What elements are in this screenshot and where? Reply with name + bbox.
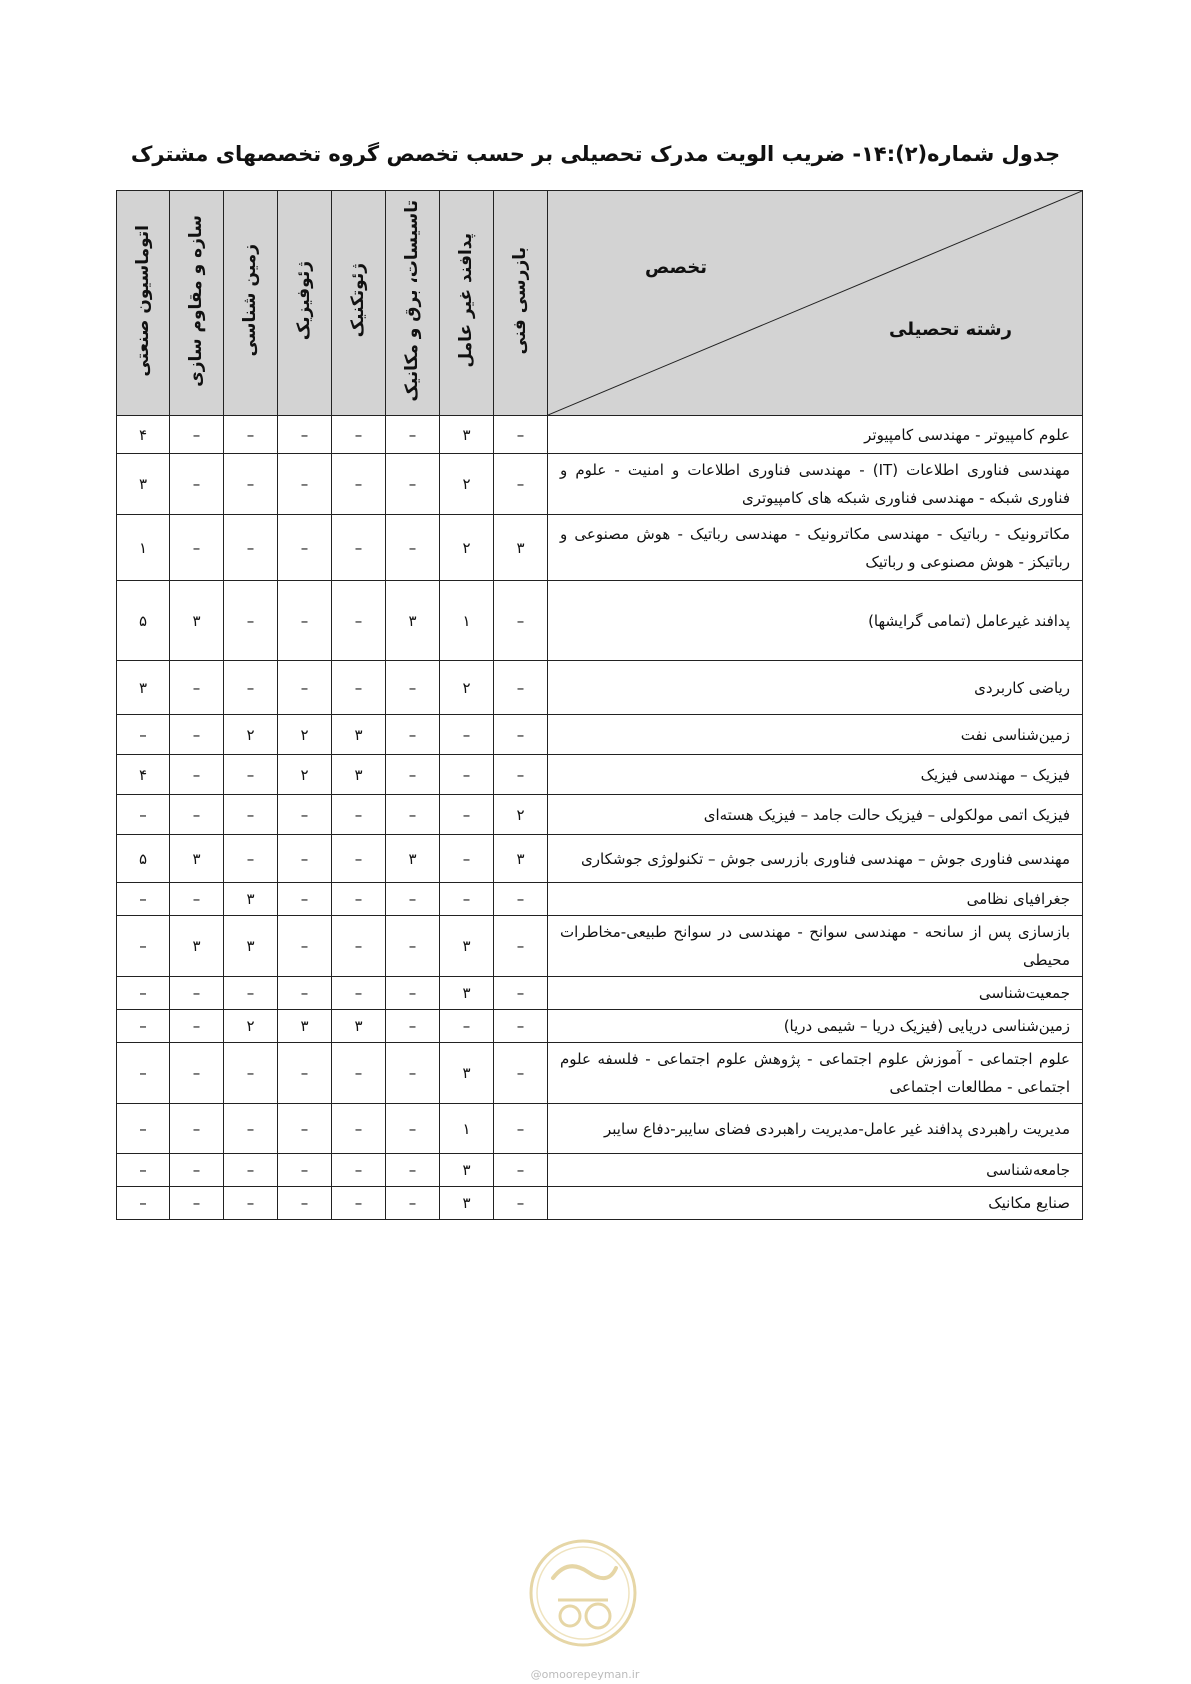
value-cell: –	[224, 1104, 278, 1154]
field-cell: علوم اجتماعی - آموزش علوم اجتماعی - پژوهش علوم اجتماعی - فلسفه علوم اجتماعی - مطالعات اجتماعی	[548, 1043, 1083, 1104]
value-cell: –	[170, 1154, 224, 1187]
value-cell: –	[386, 1010, 440, 1043]
value-cell: –	[117, 916, 170, 977]
value-cell: ۲	[440, 661, 494, 715]
value-cell: –	[386, 916, 440, 977]
value-cell: –	[494, 1154, 548, 1187]
value-cell: –	[440, 715, 494, 755]
value-cell: –	[494, 416, 548, 454]
value-cell: –	[278, 515, 332, 581]
value-cell: –	[224, 1043, 278, 1104]
value-cell: ۲	[224, 715, 278, 755]
table-row	[117, 835, 1083, 883]
value-cell: –	[117, 1104, 170, 1154]
value-cell: –	[224, 795, 278, 835]
table-row	[117, 1187, 1083, 1220]
column-header: تاسیسات، برق و مکانیک	[386, 191, 440, 416]
field-cell: زمین‌شناسی نفت	[548, 715, 1083, 755]
value-cell: –	[278, 795, 332, 835]
table-row	[117, 795, 1083, 835]
column-header: پدافند غیر عامل	[440, 191, 494, 416]
field-cell: فیزیک – مهندسی فیزیک	[548, 755, 1083, 795]
value-cell: –	[494, 661, 548, 715]
value-cell: –	[386, 515, 440, 581]
diagonal-divider	[548, 191, 1082, 415]
value-cell: –	[117, 715, 170, 755]
value-cell: ۲	[278, 715, 332, 755]
value-cell: –	[494, 1104, 548, 1154]
table-row	[117, 755, 1083, 795]
value-cell: ۳	[170, 916, 224, 977]
value-cell: –	[440, 755, 494, 795]
value-cell: –	[224, 515, 278, 581]
value-cell: –	[386, 1187, 440, 1220]
priority-coefficient-table	[116, 190, 1083, 1220]
value-cell: ۳	[332, 715, 386, 755]
value-cell: –	[278, 835, 332, 883]
value-cell: ۳	[386, 581, 440, 661]
column-header: سازه و مقاوم سازی	[170, 191, 224, 416]
field-cell: مهندسی فناوری اطلاعات (IT) - مهندسی فناوری اطلاعات و امنیت - علوم و فناوری شبکه - مهندسی فناوری شبکه های کامپیوتری	[548, 454, 1083, 515]
value-cell: –	[170, 416, 224, 454]
watermark-handle: @omoorepeyman.ir	[530, 1668, 640, 1681]
value-cell: –	[278, 581, 332, 661]
value-cell: –	[440, 835, 494, 883]
value-cell: –	[170, 755, 224, 795]
value-cell: –	[494, 581, 548, 661]
value-cell: –	[117, 1154, 170, 1187]
column-header: ژئوتکنیک	[332, 191, 386, 416]
value-cell: ۳	[117, 661, 170, 715]
value-cell: ۲	[440, 454, 494, 515]
corner-header-cell	[548, 191, 1083, 416]
table-row	[117, 883, 1083, 916]
value-cell: ۳	[170, 835, 224, 883]
value-cell: ۴	[117, 416, 170, 454]
value-cell: ۳	[224, 883, 278, 916]
field-cell: جامعه‌شناسی	[548, 1154, 1083, 1187]
value-cell: ۳	[440, 416, 494, 454]
value-cell: –	[224, 454, 278, 515]
field-cell: پدافند غیرعامل (تمامی گرایشها)	[548, 581, 1083, 661]
value-cell: –	[278, 661, 332, 715]
value-cell: –	[440, 883, 494, 916]
value-cell: –	[170, 1043, 224, 1104]
watermark-logo	[528, 1538, 638, 1648]
field-cell: مهندسی فناوری جوش – مهندسی فناوری بازرسی جوش – تکنولوژی جوشکاری	[548, 835, 1083, 883]
value-cell: –	[386, 1154, 440, 1187]
value-cell: –	[117, 977, 170, 1010]
table-row	[117, 916, 1083, 977]
value-cell: –	[332, 883, 386, 916]
value-cell: ۱	[117, 515, 170, 581]
value-cell: –	[170, 661, 224, 715]
value-cell: –	[224, 835, 278, 883]
value-cell: –	[332, 515, 386, 581]
value-cell: –	[332, 1187, 386, 1220]
value-cell: –	[494, 715, 548, 755]
value-cell: –	[386, 454, 440, 515]
value-cell: –	[278, 1104, 332, 1154]
value-cell: –	[332, 581, 386, 661]
value-cell: –	[224, 661, 278, 715]
value-cell: –	[170, 515, 224, 581]
value-cell: –	[117, 1010, 170, 1043]
value-cell: –	[117, 1043, 170, 1104]
column-header: زمین شناسی	[224, 191, 278, 416]
corner-field-label: رشته تحصیلی	[889, 319, 1012, 340]
value-cell: –	[224, 977, 278, 1010]
value-cell: –	[170, 454, 224, 515]
value-cell: –	[386, 977, 440, 1010]
value-cell: –	[440, 795, 494, 835]
value-cell: –	[494, 977, 548, 1010]
value-cell: –	[332, 416, 386, 454]
value-cell: ۳	[170, 581, 224, 661]
value-cell: –	[332, 916, 386, 977]
value-cell: –	[440, 1010, 494, 1043]
field-cell: جمعیت‌شناسی	[548, 977, 1083, 1010]
table-row	[117, 1104, 1083, 1154]
value-cell: –	[386, 883, 440, 916]
value-cell: –	[332, 1104, 386, 1154]
value-cell: –	[494, 755, 548, 795]
value-cell: ۳	[494, 835, 548, 883]
field-cell: علوم کامپیوتر - مهندسی کامپیوتر	[548, 416, 1083, 454]
value-cell: –	[332, 835, 386, 883]
header-row	[117, 191, 1083, 416]
value-cell: –	[386, 416, 440, 454]
value-cell: –	[278, 1154, 332, 1187]
field-cell: زمین‌شناسی دریایی (فیزیک دریا – شیمی دریا)	[548, 1010, 1083, 1043]
value-cell: ۳	[440, 977, 494, 1010]
value-cell: ۲	[440, 515, 494, 581]
table-row	[117, 515, 1083, 581]
table-row	[117, 715, 1083, 755]
value-cell: –	[278, 1187, 332, 1220]
value-cell: –	[386, 1043, 440, 1104]
value-cell: ۱	[440, 1104, 494, 1154]
value-cell: ۳	[440, 916, 494, 977]
value-cell: –	[332, 1043, 386, 1104]
value-cell: –	[117, 1187, 170, 1220]
value-cell: –	[332, 977, 386, 1010]
value-cell: –	[170, 1187, 224, 1220]
value-cell: –	[494, 1010, 548, 1043]
value-cell: –	[494, 916, 548, 977]
value-cell: –	[224, 755, 278, 795]
value-cell: –	[170, 795, 224, 835]
value-cell: –	[170, 977, 224, 1010]
value-cell: –	[224, 1187, 278, 1220]
value-cell: –	[332, 661, 386, 715]
value-cell: ۲	[494, 795, 548, 835]
value-cell: –	[278, 454, 332, 515]
value-cell: ۵	[117, 581, 170, 661]
value-cell: –	[278, 916, 332, 977]
value-cell: –	[386, 661, 440, 715]
value-cell: –	[170, 883, 224, 916]
value-cell: ۳	[494, 515, 548, 581]
value-cell: –	[332, 454, 386, 515]
value-cell: –	[170, 1104, 224, 1154]
value-cell: –	[386, 795, 440, 835]
value-cell: ۳	[440, 1043, 494, 1104]
value-cell: ۳	[440, 1154, 494, 1187]
value-cell: ۳	[278, 1010, 332, 1043]
value-cell: –	[386, 1104, 440, 1154]
field-cell: فیزیک اتمی مولکولی – فیزیک حالت جامد – فیزیک هسته‌ای	[548, 795, 1083, 835]
value-cell: –	[494, 1187, 548, 1220]
field-cell: مدیریت راهبردی پدافند غیر عامل-مدیریت راهبردی فضای سایبر-دفاع سایبر	[548, 1104, 1083, 1154]
value-cell: –	[278, 1043, 332, 1104]
table-row	[117, 977, 1083, 1010]
field-cell: مکاترونیک - رباتیک - مهندسی مکاترونیک - مهندسی رباتیک - هوش مصنوعی و رباتیکز - هوش مصنوعی و رباتیک	[548, 515, 1083, 581]
value-cell: –	[224, 581, 278, 661]
value-cell: –	[332, 795, 386, 835]
table-row	[117, 1010, 1083, 1043]
value-cell: –	[332, 1154, 386, 1187]
value-cell: –	[170, 1010, 224, 1043]
value-cell: –	[224, 416, 278, 454]
value-cell: ۳	[386, 835, 440, 883]
field-cell: جغرافیای نظامی	[548, 883, 1083, 916]
corner-specialty-label: تخصص	[644, 257, 707, 278]
field-cell: ریاضی کاربردی	[548, 661, 1083, 715]
value-cell: ۵	[117, 835, 170, 883]
value-cell: ۳	[224, 916, 278, 977]
value-cell: –	[224, 1154, 278, 1187]
table-row	[117, 661, 1083, 715]
value-cell: –	[117, 795, 170, 835]
value-cell: –	[494, 1043, 548, 1104]
field-cell: بازسازی پس از سانحه - مهندسی سوانح - مهندسی در سوانح طبیعی-مخاطرات محیطی	[548, 916, 1083, 977]
value-cell: –	[278, 883, 332, 916]
value-cell: ۳	[440, 1187, 494, 1220]
value-cell: –	[386, 715, 440, 755]
value-cell: ۱	[440, 581, 494, 661]
table-row	[117, 416, 1083, 454]
column-header: بازرسی فنی	[494, 191, 548, 416]
value-cell: ۳	[117, 454, 170, 515]
value-cell: –	[278, 977, 332, 1010]
value-cell: ۴	[117, 755, 170, 795]
table-body	[117, 416, 1083, 1220]
column-header: ژئوفیزیک	[278, 191, 332, 416]
value-cell: –	[117, 883, 170, 916]
value-cell: ۲	[224, 1010, 278, 1043]
column-header: اتوماسیون صنعتی	[117, 191, 170, 416]
value-cell: ۳	[332, 755, 386, 795]
value-cell: –	[278, 416, 332, 454]
table-title: جدول شماره(۲):۱۴- ضریب الویت مدرک تحصیلی بر حسب تخصص گروه تخصصهای مشترک	[130, 142, 1061, 166]
value-cell: –	[386, 755, 440, 795]
value-cell: ۳	[332, 1010, 386, 1043]
table-row	[117, 1154, 1083, 1187]
table-row	[117, 581, 1083, 661]
value-cell: –	[494, 883, 548, 916]
value-cell: –	[494, 454, 548, 515]
value-cell: ۲	[278, 755, 332, 795]
table-row	[117, 1043, 1083, 1104]
value-cell: –	[170, 715, 224, 755]
field-cell: صنایع مکانیک	[548, 1187, 1083, 1220]
table-row	[117, 454, 1083, 515]
